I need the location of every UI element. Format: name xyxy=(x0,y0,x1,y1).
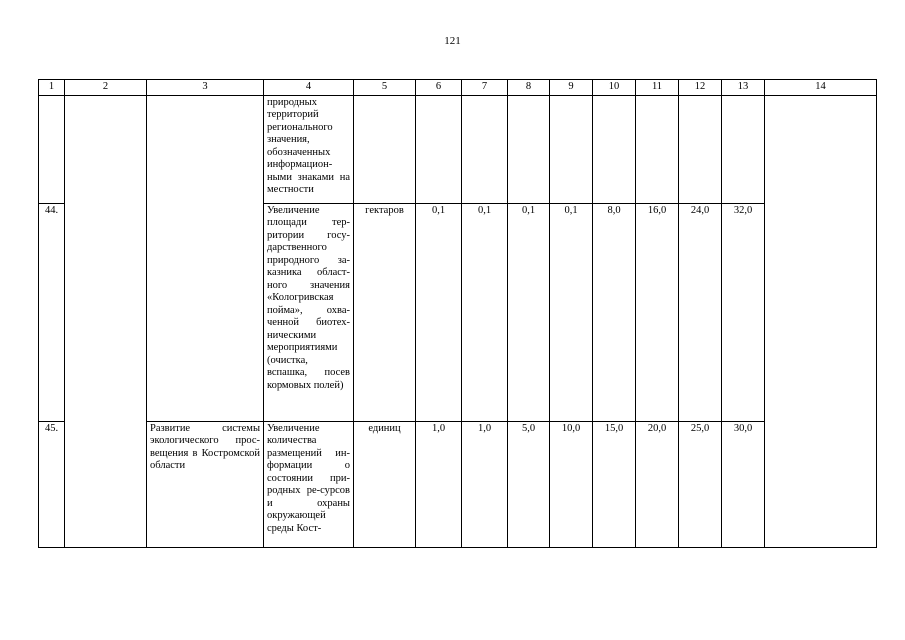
cell-value: 16,0 xyxy=(636,203,679,421)
cell-value: 1,0 xyxy=(462,421,508,547)
column-header: 10 xyxy=(593,80,636,96)
column-header: 8 xyxy=(508,80,550,96)
cell-value xyxy=(462,95,508,203)
cell-value: 10,0 xyxy=(550,421,593,547)
cell-value: 30,0 xyxy=(722,421,765,547)
table-row xyxy=(39,95,877,203)
cell-value: 25,0 xyxy=(679,421,722,547)
cell-indicator: Увеличение количества размещений ин-формации о состоянии при-родных ре-сурсов и охраны окружающей среды Кост- xyxy=(264,421,354,547)
cell-value: 1,0 xyxy=(416,421,462,547)
column-header: 14 xyxy=(765,80,877,96)
column-header: 1 xyxy=(39,80,65,96)
cell-value: 15,0 xyxy=(593,421,636,547)
cell-value: 0,1 xyxy=(508,203,550,421)
cell-value xyxy=(679,95,722,203)
cell-unit: гектаров xyxy=(354,203,416,421)
column-header: 3 xyxy=(147,80,264,96)
cell-task: Развитие системы экологического прос-вещения в Костромской области xyxy=(147,421,264,547)
column-header: 11 xyxy=(636,80,679,96)
cell-unit: единиц xyxy=(354,421,416,547)
cell-value: 5,0 xyxy=(508,421,550,547)
cell-value xyxy=(416,95,462,203)
cell-value xyxy=(722,95,765,203)
cell-num xyxy=(39,95,65,203)
page-number: 121 xyxy=(444,35,461,47)
indicators-table xyxy=(38,79,877,548)
column-header: 9 xyxy=(550,80,593,96)
cell-value xyxy=(636,95,679,203)
column-header: 4 xyxy=(264,80,354,96)
cell-goal xyxy=(65,95,147,547)
header-row xyxy=(39,80,877,96)
cell-num: 44. xyxy=(39,203,65,421)
cell-indicator: Увеличение площади тер-ритории госу-дарственного природного за-казника област-ного значения «Кологривская пойма», охва-ченной биотех-ническими мероприятиями (очистка, вспашка, посев кормовых полей) xyxy=(264,203,354,421)
column-header: 7 xyxy=(462,80,508,96)
cell-value: 32,0 xyxy=(722,203,765,421)
column-header: 12 xyxy=(679,80,722,96)
cell-indicator: природных территорий регионального значения, обозначенных информацион-ными знаками на местности xyxy=(264,95,354,203)
cell-task xyxy=(147,95,264,421)
column-header: 2 xyxy=(65,80,147,96)
cell-value: 24,0 xyxy=(679,203,722,421)
cell-num: 45. xyxy=(39,421,65,547)
column-header: 13 xyxy=(722,80,765,96)
cell-value: 20,0 xyxy=(636,421,679,547)
cell-note xyxy=(765,95,877,547)
column-header: 6 xyxy=(416,80,462,96)
table-row xyxy=(39,421,877,547)
cell-value: 0,1 xyxy=(550,203,593,421)
cell-value: 0,1 xyxy=(416,203,462,421)
cell-value: 0,1 xyxy=(462,203,508,421)
cell-value xyxy=(508,95,550,203)
cell-unit xyxy=(354,95,416,203)
cell-value: 8,0 xyxy=(593,203,636,421)
column-header: 5 xyxy=(354,80,416,96)
cell-value xyxy=(593,95,636,203)
cell-value xyxy=(550,95,593,203)
